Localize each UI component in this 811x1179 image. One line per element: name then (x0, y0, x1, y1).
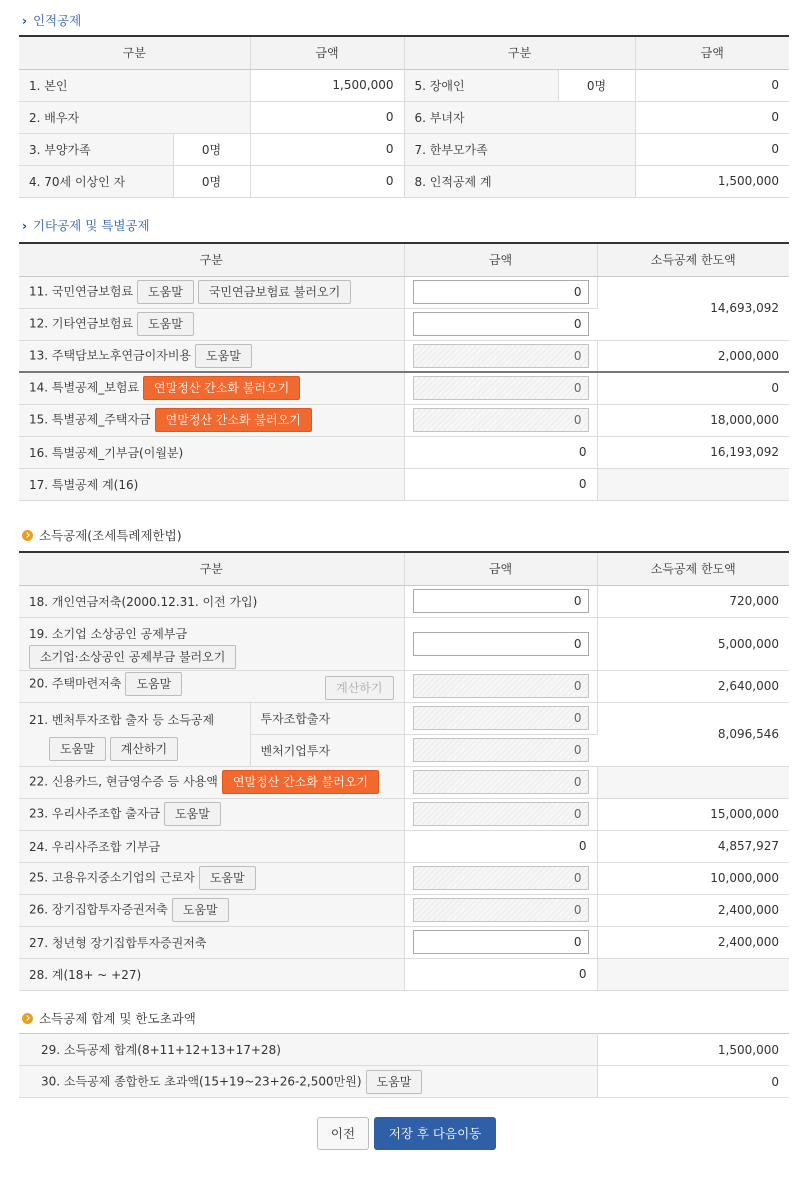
help-button[interactable]: 도움말 (137, 312, 194, 336)
col-header-amount: 금액 (635, 36, 789, 69)
row-label: 26. 장기집합투자증권저축 (29, 902, 168, 917)
amount-input-disabled: 0 (413, 802, 589, 826)
table-row (19, 617, 789, 670)
row-label: 20. 주택마련저축 (29, 676, 122, 691)
empty-cell (597, 958, 789, 990)
section-title-text: 소득공제 합계 및 한도초과액 (39, 1011, 196, 1026)
amount-input-disabled: 0 (413, 770, 589, 794)
row-label-cell (19, 798, 404, 830)
personal-deduction-table (19, 35, 789, 198)
amount-value: 0 (404, 436, 597, 468)
amount-input[interactable]: 0 (413, 930, 589, 954)
amount-input-disabled: 0 (413, 898, 589, 922)
load-small-business-button[interactable]: 소기업·소상공인 공제부금 불러오기 (29, 645, 236, 669)
help-button[interactable]: 도움말 (164, 802, 221, 826)
row-label: 8. 인적공제 계 (404, 165, 635, 197)
table-row (19, 926, 789, 958)
table-row (19, 372, 789, 404)
row-label: 4. 70세 이상인 자 (19, 165, 173, 197)
row-label: 15. 특별공제_주택자금 (29, 412, 151, 427)
bullet-icon (22, 530, 33, 541)
amount-input-disabled: 0 (413, 738, 589, 762)
bullet-icon (22, 1013, 33, 1024)
amount-value: 0 (250, 133, 404, 165)
tax-special-deduction-table (19, 551, 789, 991)
simplified-load-button[interactable]: 연말정산 간소화 불러오기 (222, 770, 379, 794)
row-label-cell (19, 670, 404, 702)
row-label: 3. 부양가족 (19, 133, 173, 165)
table-row (19, 702, 789, 734)
prev-button[interactable]: 이전 (317, 1117, 369, 1150)
limit-value: 18,000,000 (597, 404, 789, 436)
table-row (19, 798, 789, 830)
row-label-cell (19, 894, 404, 926)
col-header-gubun: 구분 (19, 243, 404, 276)
help-button[interactable]: 도움말 (125, 672, 182, 696)
row-label: 22. 신용카드, 현금영수증 등 사용액 (29, 774, 218, 789)
row-label-cell (19, 372, 404, 404)
row-label: 13. 주택담보노후연금이자비용 (29, 348, 192, 363)
table-row (19, 276, 789, 308)
amount-value: 1,500,000 (597, 1034, 789, 1066)
table-row (19, 165, 789, 197)
chevron-right-icon: › (22, 219, 27, 233)
limit-value: 16,193,092 (597, 436, 789, 468)
amount-value: 0 (404, 830, 597, 862)
help-button[interactable]: 도움말 (195, 344, 252, 368)
sub-label: 투자조합출자 (250, 702, 404, 734)
calculate-button[interactable]: 계산하기 (110, 737, 178, 761)
table-row (19, 69, 789, 101)
table-row (19, 101, 789, 133)
limit-value: 2,400,000 (597, 894, 789, 926)
col-header-amount: 금액 (250, 36, 404, 69)
limit-value: 10,000,000 (597, 862, 789, 894)
table-row (19, 894, 789, 926)
help-button[interactable]: 도움말 (49, 737, 106, 761)
row-label: 17. 특별공제 계(16) (19, 468, 404, 500)
row-label: 29. 소득공제 합계(8+11+12+13+17+28) (19, 1034, 597, 1066)
amount-input-disabled: 0 (413, 344, 589, 368)
empty-cell (597, 468, 789, 500)
simplified-load-button[interactable]: 연말정산 간소화 불러오기 (143, 376, 300, 400)
count-value: 0명 (173, 133, 250, 165)
limit-value: 2,000,000 (597, 340, 789, 372)
col-header-amount: 금액 (404, 243, 597, 276)
table-row (19, 468, 789, 500)
sub-label: 벤처기업투자 (250, 734, 404, 766)
row-label: 23. 우리사주조합 출자금 (29, 806, 161, 821)
amount-value: 0 (635, 101, 789, 133)
section-title-tax-special (22, 526, 182, 544)
amount-input[interactable]: 0 (413, 312, 589, 336)
section-title-total (22, 1009, 196, 1027)
load-pension-button[interactable]: 국민연금보험료 불러오기 (198, 280, 351, 304)
row-label: 27. 청년형 장기집합투자증권저축 (19, 926, 404, 958)
limit-value: 14,693,092 (597, 276, 789, 340)
limit-value: 720,000 (597, 585, 789, 617)
limit-value: 15,000,000 (597, 798, 789, 830)
row-label: 28. 계(18+ ~ +27) (19, 958, 404, 990)
col-header-gubun: 구분 (404, 36, 635, 69)
limit-value: 8,096,546 (597, 702, 789, 766)
row-label-cell (19, 276, 404, 308)
col-header-amount: 금액 (404, 552, 597, 585)
table-row (19, 862, 789, 894)
limit-value: 0 (597, 372, 789, 404)
row-label-cell (19, 404, 404, 436)
amount-value: 0 (635, 69, 789, 101)
table-row (19, 340, 789, 372)
row-label: 1. 본인 (19, 69, 250, 101)
row-label: 30. 소득공제 종합한도 초과액(15+19~23+26-2,500만원) (41, 1074, 362, 1088)
row-label-cell (19, 617, 404, 670)
section-title-text: 기타공제 및 특별공제 (32, 218, 150, 233)
amount-input-disabled: 0 (413, 408, 589, 432)
table-row (19, 766, 789, 798)
total-table (19, 1033, 789, 1098)
row-label: 25. 고용유지중소기업의 근로자 (29, 870, 195, 885)
section-title-personal (22, 11, 81, 29)
row-label: 5. 장애인 (404, 69, 558, 101)
row-label: 12. 기타연금보험료 (29, 316, 134, 331)
simplified-load-button[interactable]: 연말정산 간소화 불러오기 (155, 408, 312, 432)
table-row (19, 404, 789, 436)
table-row (19, 1066, 789, 1098)
row-label-cell (19, 702, 250, 766)
amount-input-disabled: 0 (413, 706, 589, 730)
row-label: 11. 국민연금보험료 (29, 284, 134, 299)
table-row (19, 436, 789, 468)
table-row (19, 133, 789, 165)
amount-input[interactable]: 0 (413, 632, 589, 656)
amount-value: 0 (404, 468, 597, 500)
row-label-cell (19, 862, 404, 894)
amount-input-disabled: 0 (413, 376, 589, 400)
row-label: 7. 한부모가족 (404, 133, 635, 165)
row-label-cell (19, 766, 404, 798)
row-label: 18. 개인연금저축(2000.12.31. 이전 가입) (19, 585, 404, 617)
section-title-text: 소득공제(조세특례제한법) (39, 528, 182, 543)
help-button[interactable]: 도움말 (366, 1070, 423, 1094)
row-label: 24. 우리사주조합 기부금 (19, 830, 404, 862)
special-deduction-table (19, 242, 789, 501)
amount-value: 0 (635, 133, 789, 165)
chevron-right-icon: › (22, 14, 27, 28)
amount-value: 0 (404, 958, 597, 990)
row-label-cell (19, 308, 404, 340)
amount-input-disabled: 0 (413, 674, 589, 698)
col-header-gubun: 구분 (19, 36, 250, 69)
table-row (19, 958, 789, 990)
table-row (19, 670, 789, 702)
col-header-limit: 소득공제 한도액 (597, 243, 789, 276)
section-title-text: 인적공제 (32, 13, 82, 28)
row-label-cell (19, 340, 404, 372)
limit-value: 4,857,927 (597, 830, 789, 862)
help-button[interactable]: 도움말 (137, 280, 194, 304)
amount-input[interactable]: 0 (413, 280, 589, 304)
count-value: 0명 (558, 69, 635, 101)
amount-input[interactable]: 0 (413, 589, 589, 613)
count-value: 0명 (173, 165, 250, 197)
amount-value: 0 (250, 165, 404, 197)
help-button[interactable]: 도움말 (199, 866, 256, 890)
help-button[interactable]: 도움말 (172, 898, 229, 922)
row-label: 6. 부녀자 (404, 101, 635, 133)
amount-value: 0 (597, 1066, 789, 1098)
row-label: 14. 특별공제_보험료 (29, 380, 140, 395)
row-label: 21. 벤처투자조합 출자 등 소득공제 (29, 713, 215, 727)
table-row (19, 1034, 789, 1066)
table-row (19, 830, 789, 862)
row-label: 16. 특별공제_기부금(이월분) (19, 436, 404, 468)
row-label-cell (19, 1066, 597, 1098)
amount-value: 0 (250, 101, 404, 133)
limit-value: 2,400,000 (597, 926, 789, 958)
amount-value: 1,500,000 (250, 69, 404, 101)
table-row (19, 585, 789, 617)
amount-value: 1,500,000 (635, 165, 789, 197)
section-title-special (22, 216, 150, 234)
col-header-gubun: 구분 (19, 552, 404, 585)
row-label: 2. 배우자 (19, 101, 250, 133)
col-header-limit: 소득공제 한도액 (597, 552, 789, 585)
calculate-button[interactable]: 계산하기 (325, 676, 393, 700)
row-label: 19. 소기업 소상공인 공제부금 (29, 626, 188, 641)
empty-cell (597, 766, 789, 798)
limit-value: 2,640,000 (597, 670, 789, 702)
limit-value: 5,000,000 (597, 617, 789, 670)
save-next-button[interactable]: 저장 후 다음이동 (374, 1117, 496, 1150)
amount-input-disabled: 0 (413, 866, 589, 890)
